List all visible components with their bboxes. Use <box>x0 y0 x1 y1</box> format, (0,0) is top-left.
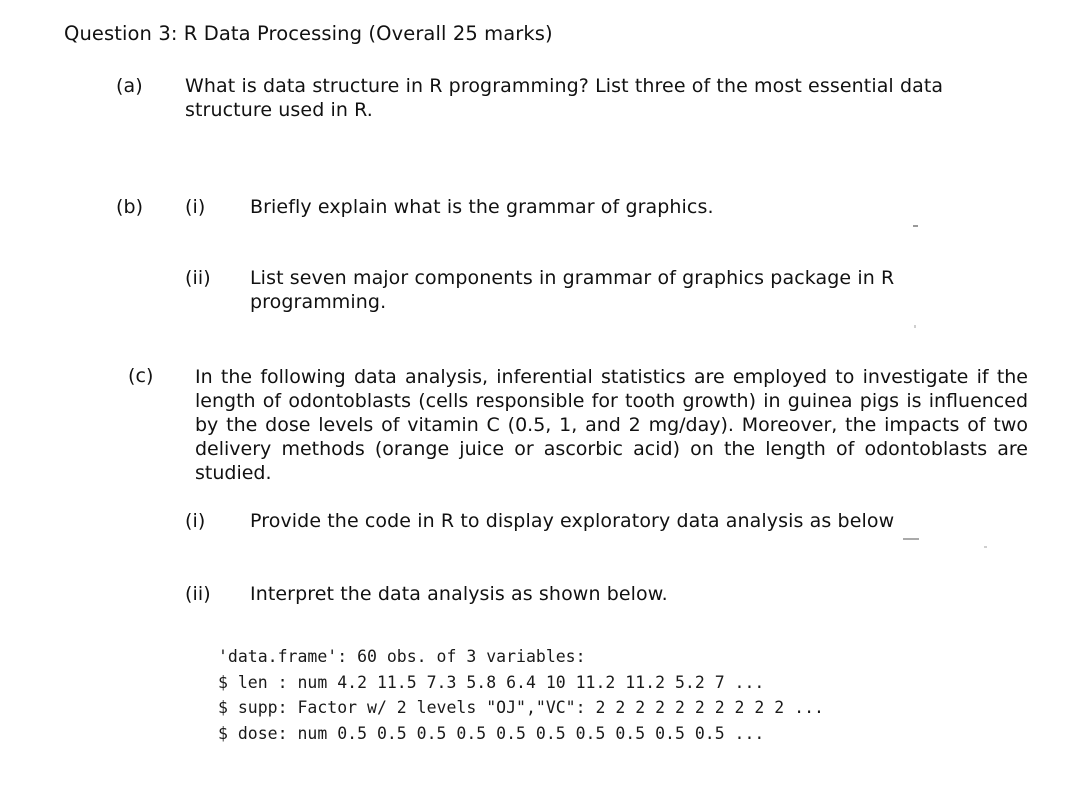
r-output-line1: 'data.frame': 60 obs. of 3 variables: <box>218 647 586 666</box>
part-b-ii-label: (ii) <box>185 267 211 289</box>
scan-mark <box>984 546 987 548</box>
r-output-line2: $ len : num 4.2 11.5 7.3 5.8 6.4 10 11.2 11.2 5.2 7 ... <box>218 673 765 692</box>
r-output-line4: $ dose: num 0.5 0.5 0.5 0.5 0.5 0.5 0.5 0.5 0.5 0.5 ... <box>218 724 765 743</box>
part-a-text-line2: structure used in R. <box>185 99 373 121</box>
part-b-ii-text-line1: List seven major components in grammar of graphics package in R <box>250 267 895 289</box>
part-c-i-label: (i) <box>185 510 206 532</box>
part-b-i-text: Briefly explain what is the grammar of graphics. <box>250 196 714 218</box>
part-b-label: (b) <box>116 196 144 218</box>
part-c-ii-label: (ii) <box>185 583 211 605</box>
part-c-paragraph: In the following data analysis, inferential statistics are employed to investigate if the length of odontoblasts (cells responsible for tooth growth) in guinea pigs is influenced by the dose levels of vitamin C (0.5, 1, and 2 mg/day). Moreover, the impacts of two delivery methods (orange juice or ascorbic acid) on the length of odontoblasts are studied. <box>195 366 1028 484</box>
part-a-text-line1: What is data structure in R programming? List three of the most essential data <box>185 75 944 97</box>
part-b-i-label: (i) <box>185 196 206 218</box>
part-c-i-text: Provide the code in R to display exploratory data analysis as below <box>250 510 895 532</box>
scan-mark <box>903 538 919 540</box>
part-a-label: (a) <box>116 75 143 97</box>
part-c-label: (c) <box>128 365 154 387</box>
r-output-line3: $ supp: Factor w/ 2 levels "OJ","VC": 2 2 2 2 2 2 2 2 2 2 ... <box>218 698 824 717</box>
part-b-ii-text-line2: programming. <box>250 291 387 313</box>
scan-mark <box>913 225 918 227</box>
part-c-ii-text: Interpret the data analysis as shown below. <box>250 583 668 605</box>
question-title: Question 3: R Data Processing (Overall 25 marks) <box>64 22 553 45</box>
scan-mark <box>914 325 916 328</box>
